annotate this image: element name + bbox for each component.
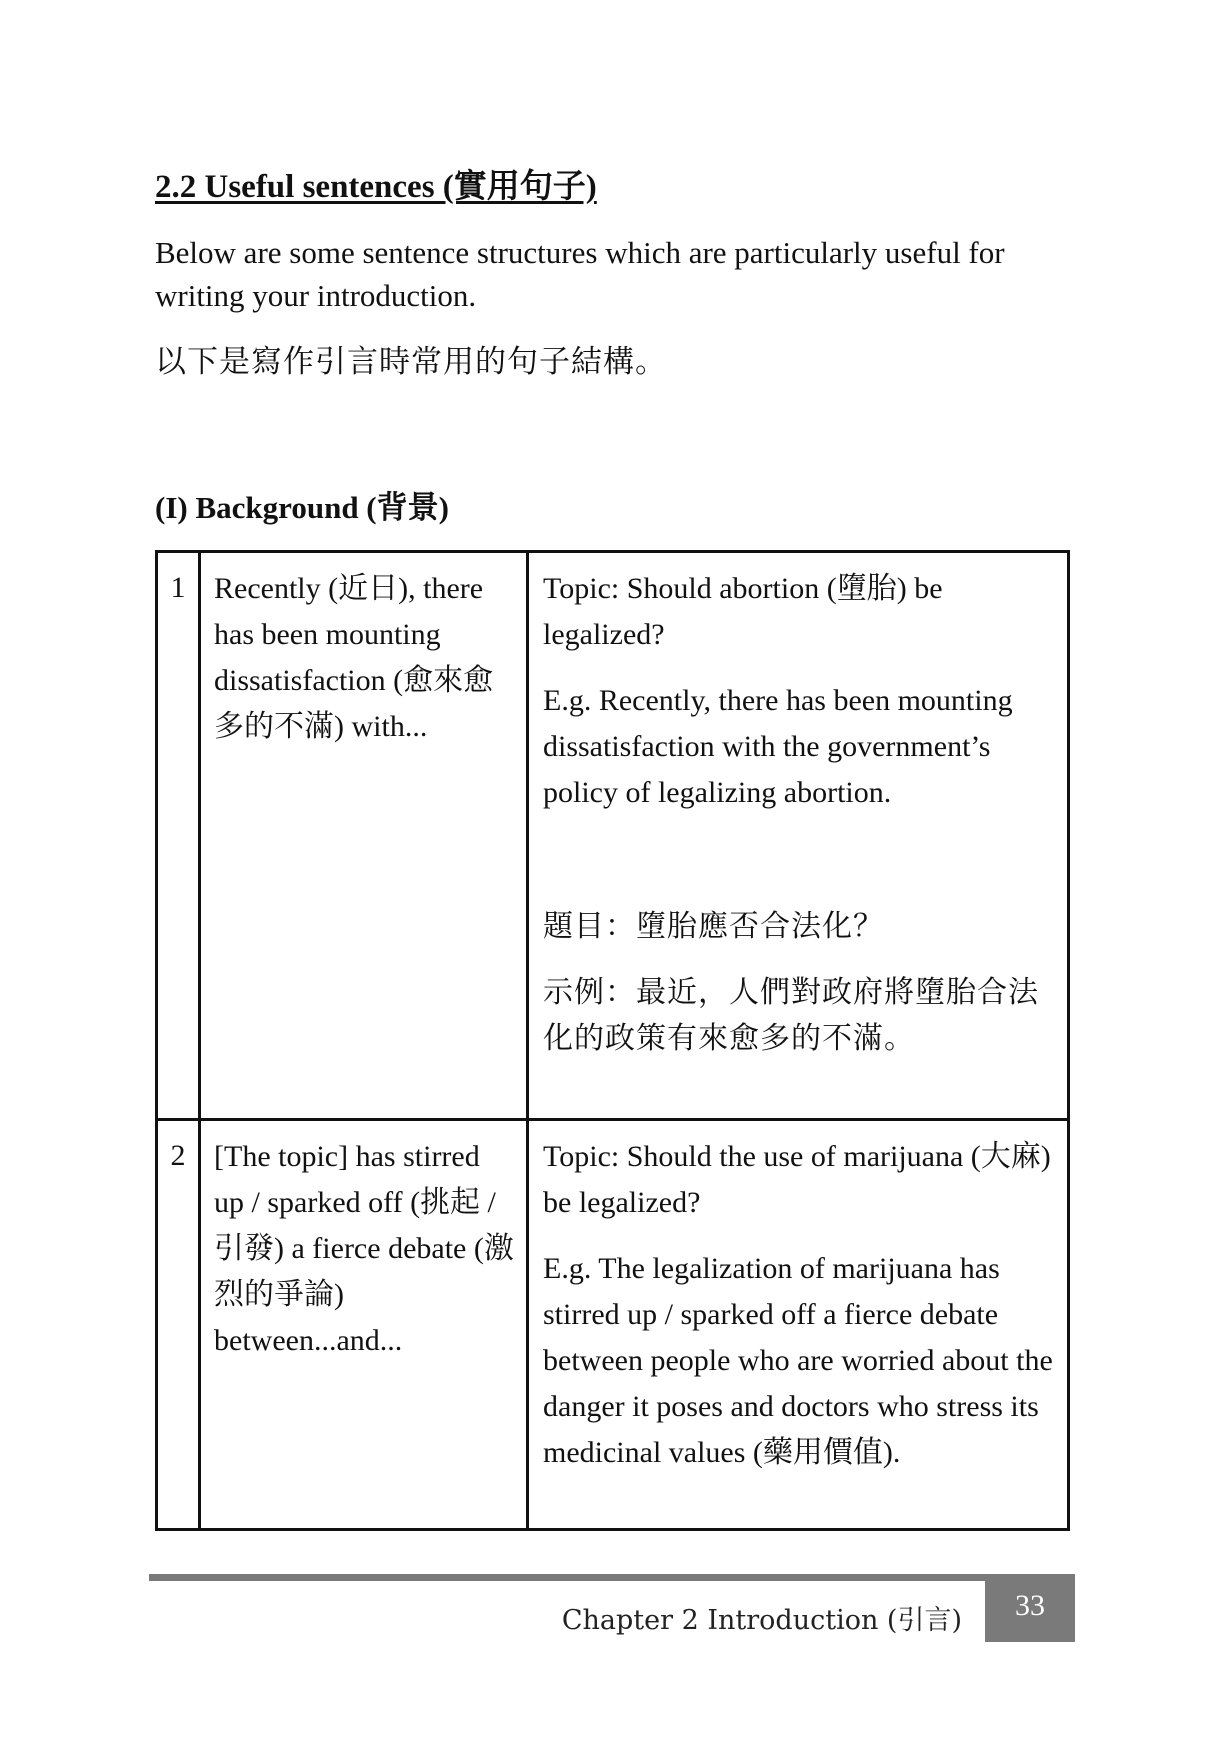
intro-chinese: 以下是寫作引言時常用的句子結構。 [155,344,667,379]
example-cell [528,552,1069,1120]
sentence-table [155,550,1070,1531]
page-number: 33 [985,1574,1075,1642]
table-row [157,552,1069,1120]
topic-chinese: 題目：墮胎應否合法化？ [543,910,884,943]
subsection-heading: (I) Background (背景) [155,490,449,525]
example-english: E.g. The legalization of marijuana has stirred up / sparked off a fierce debate between people who are worried about the danger it poses and doctors who stress its medicinal values (藥用價值). [543,1252,1053,1469]
sentence-phrase: Recently (近日), there has been mounting dissatisfaction (愈來愈多的不滿) with... [200,552,528,1120]
footer-chapter-label: Chapter 2 Introduction (引言) [561,1605,962,1636]
example-english: E.g. Recently, there has been mounting dissatisfaction with the government’s policy of legalizing abortion. [543,684,1013,809]
row-number: 1 [157,552,200,1120]
footer-divider [149,1574,991,1581]
topic-english: Topic: Should the use of marijuana (大麻) be legalized? [543,1140,1051,1219]
row-number: 2 [157,1120,200,1530]
sentence-phrase: [The topic] has stirred up / sparked off (挑起 / 引發) a fierce debate (激烈的爭論) between...and... [200,1120,528,1530]
table-row [157,1120,1069,1530]
example-cell [528,1120,1069,1530]
example-chinese: 示例：最近，人們對政府將墮胎合法化的政策有來愈多的不滿。 [543,976,1039,1055]
topic-english: Topic: Should abortion (墮胎) be legalized? [543,572,943,651]
section-title: 2.2 Useful sentences (實用句子) [155,169,597,205]
intro-english: Below are some sentence structures which are particularly useful for writing your introduction. [155,235,1005,313]
